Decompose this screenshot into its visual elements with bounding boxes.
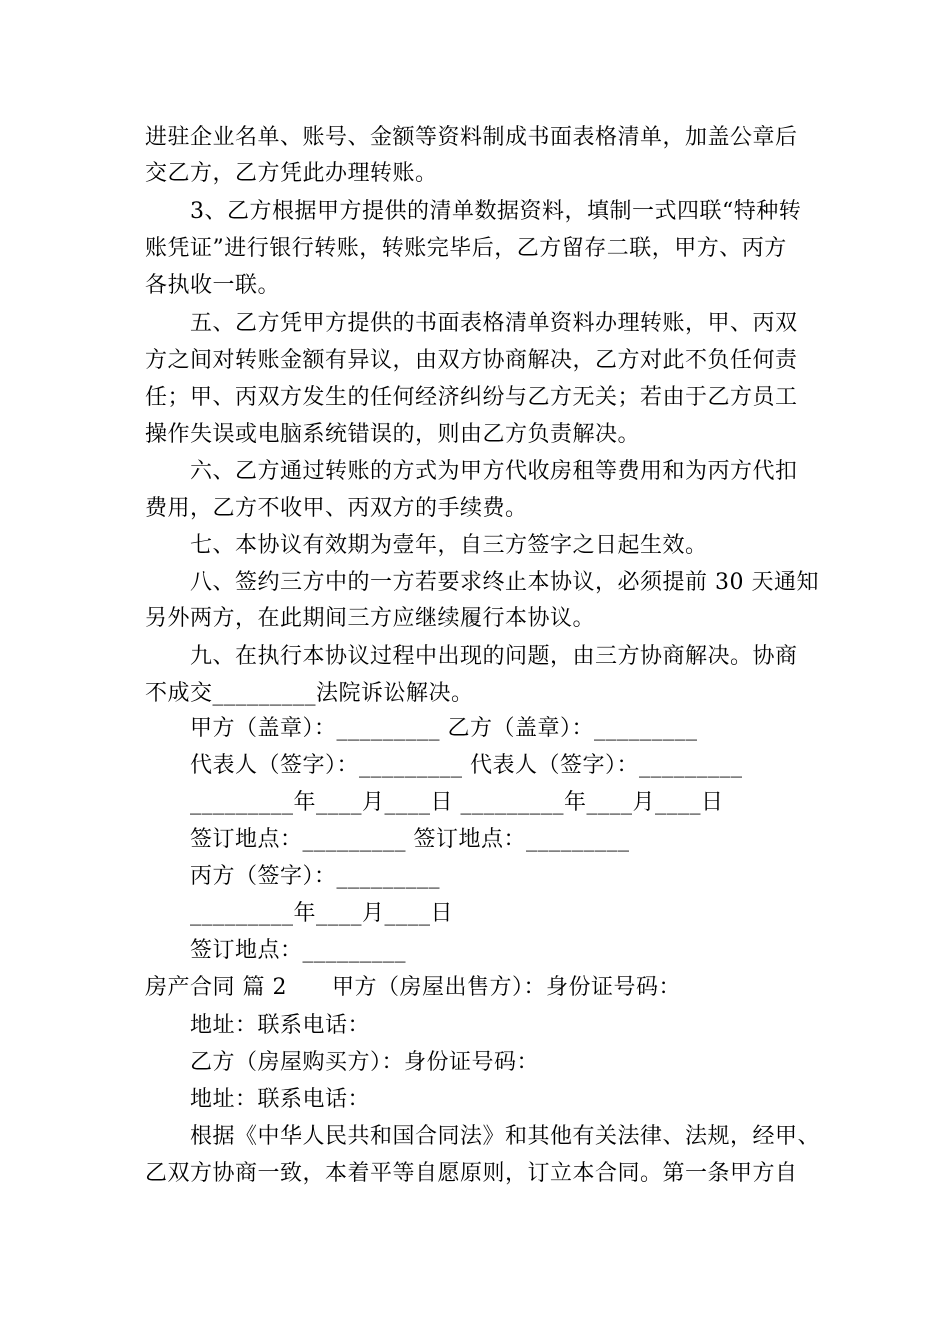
text-line: 各执收一联。: [145, 273, 281, 298]
text-line: 不成交_________法院诉讼解决。: [145, 681, 474, 706]
text-line: 3、乙方根据甲方提供的清单数据资料，填制一式四联“特种转: [190, 199, 802, 224]
text-line: 七、本协议有效期为壹年，自三方签字之日起生效。: [190, 533, 708, 558]
text-line: 地址：联系电话：: [190, 1087, 371, 1112]
text-line: 地址：联系电话：: [190, 1013, 371, 1038]
signature-line: 签订地点：_________ 签订地点：_________: [190, 827, 630, 852]
signature-line: 甲方（盖章）：_________ 乙方（盖章）：_________: [190, 716, 698, 741]
text-line: 方之间对转账金额有异议，由双方协商解决，乙方对此不负任何责: [145, 348, 798, 373]
text-line: 交乙方，乙方凭此办理转账。: [145, 161, 438, 186]
text-line: 操作失误或电脑系统错误的，则由乙方负责解决。: [145, 422, 641, 447]
text-line: 根据《中华人民共和国合同法》和其他有关法律、法规，经甲、: [190, 1124, 821, 1149]
signature-line: 代表人（签字）：_________ 代表人（签字）：_________: [190, 753, 743, 778]
text-line: 费用，乙方不收甲、丙双方的手续费。: [145, 496, 528, 521]
signature-line: 签订地点：_________: [190, 938, 407, 963]
text-line: 另外两方，在此期间三方应继续履行本协议。: [145, 606, 596, 631]
section-heading: 房产合同 篇 2 甲方（房屋出售方）：身份证号码：: [145, 975, 681, 1000]
text-line: 九、在执行本协议过程中出现的问题，由三方协商解决。协商: [190, 644, 798, 669]
date-line: _________年____月____日 _________年____月____日: [190, 790, 724, 815]
date-line: _________年____月____日: [190, 901, 454, 926]
text-line: 六、乙方通过转账的方式为甲方代收房租等费用和为丙方代扣: [190, 459, 798, 484]
text-line: 八、签约三方中的一方若要求终止本协议，必须提前 30 天通知: [190, 570, 819, 595]
text-line: 进驻企业名单、账号、金额等资料制成书面表格清单，加盖公章后: [145, 125, 798, 150]
text-line: 任；甲、丙双方发生的任何经济纠纷与乙方无关；若由于乙方员工: [145, 385, 798, 410]
text-line: 五、乙方凭甲方提供的书面表格清单资料办理转账，甲、丙双: [190, 311, 798, 336]
text-line: 账凭证”进行银行转账，转账完毕后，乙方留存二联，甲方、丙方: [145, 236, 787, 261]
signature-line: 丙方（签字）：_________: [190, 864, 441, 889]
text-line: 乙方（房屋购买方）：身份证号码：: [190, 1050, 540, 1075]
text-line: 乙双方协商一致，本着平等自愿原则，订立本合同。第一条甲方自: [145, 1161, 798, 1186]
